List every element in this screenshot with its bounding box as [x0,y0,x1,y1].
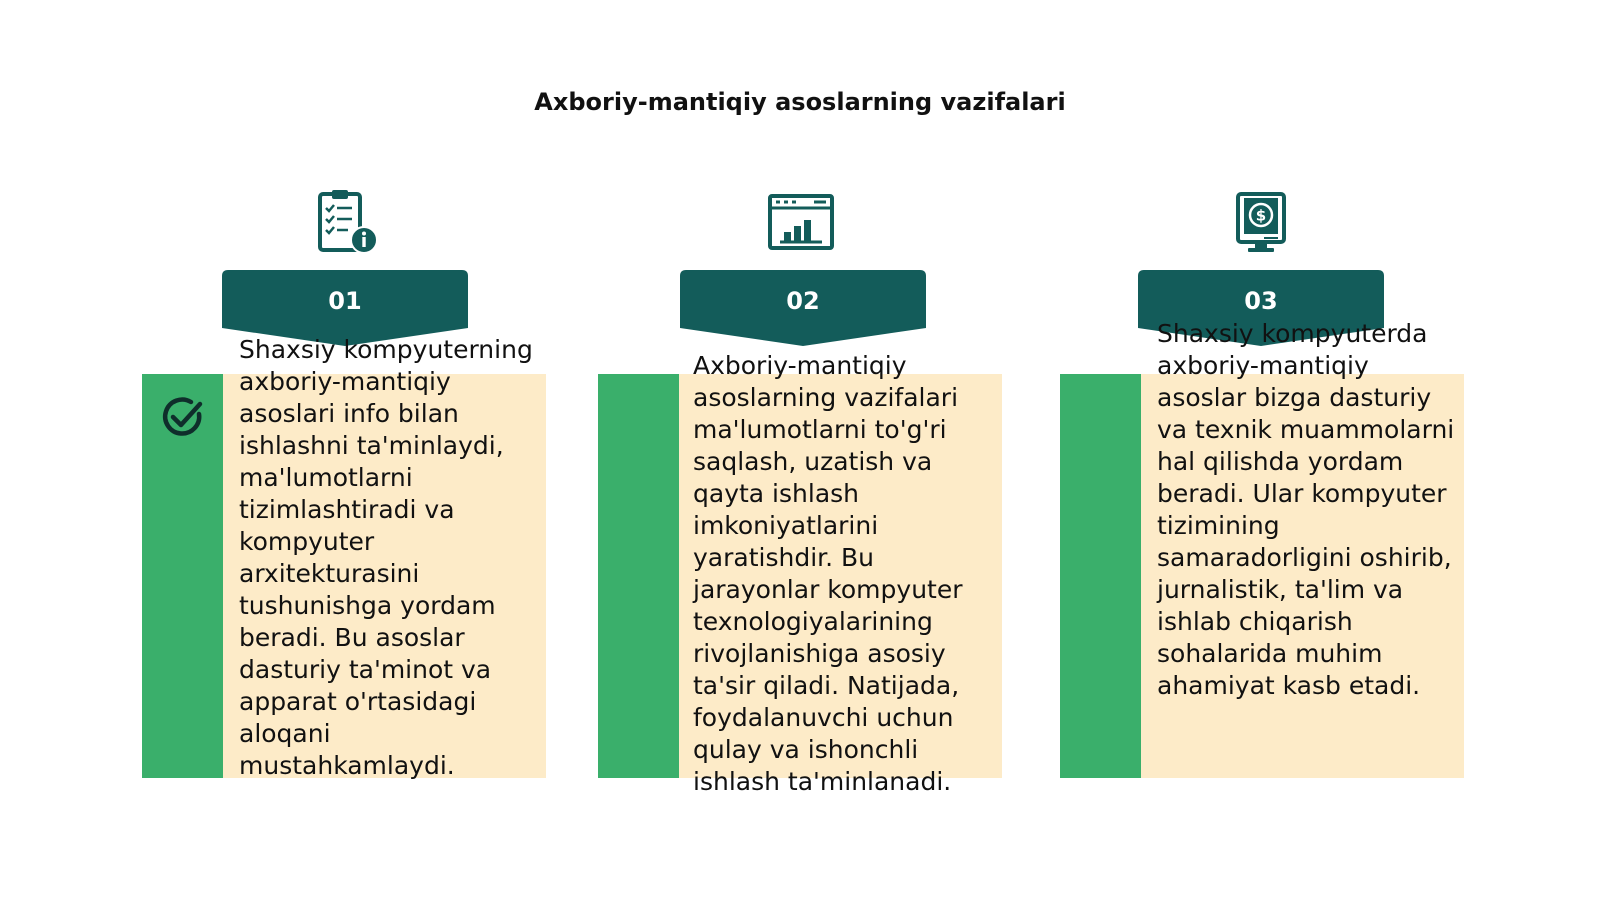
description-text: Axboriy-mantiqiy asoslarning vazifalari ma'lumotlarni to'g'ri saqlash, uzatish va qayta ishlash imkoniyatlarini yaratishdir. Bu jarayonlar kompyuter texnologiyalarining rivojlanishiga asosiy ta'sir qiladi. Natijada, foydalanuvchi uchun qulay va ishonchli ishlash ta'minlanadi. [693,351,963,796]
badge-number: 03 [1244,287,1278,315]
badge-number: 02 [786,287,820,315]
svg-text:$: $ [1255,206,1267,225]
bar-chart-window-icon [766,188,836,258]
green-bar [142,374,223,778]
clipboard-info-icon [312,188,382,258]
page-title: Axboriy-mantiqiy asoslarning vazifalari [534,88,1066,116]
badge-02 [680,270,926,346]
monitor-dollar-icon [1226,188,1296,258]
column-03 [1060,0,1480,900]
column-02 [596,0,1016,900]
green-bar [598,374,679,778]
description-text: Shaxsiy kompyuterda axboriy-mantiqiy asoslar bizga dasturiy va texnik muammolarni hal qilishda yordam beradi. Ular kompyuter tizimining samaradorligini oshirib, jurnalistik, ta'lim va ishlab chiqarish sohalarida muhim ahamiyat kasb etadi. [1157,319,1455,700]
check-circle-icon [160,394,206,440]
green-bar [1060,374,1141,778]
badge-number: 01 [328,287,362,315]
column-01 [142,0,562,900]
description-text: Shaxsiy kompyuterning axboriy-mantiqiy asoslari info bilan ishlashni ta'minlaydi, ma'lumotlarni tizimlashtiradi va kompyuter arxitekturasini tushunishga yordam beradi. Bu asoslar dasturiy ta'minot va apparat o'rtasidagi aloqani mustahkamlaydi. [239,335,533,780]
